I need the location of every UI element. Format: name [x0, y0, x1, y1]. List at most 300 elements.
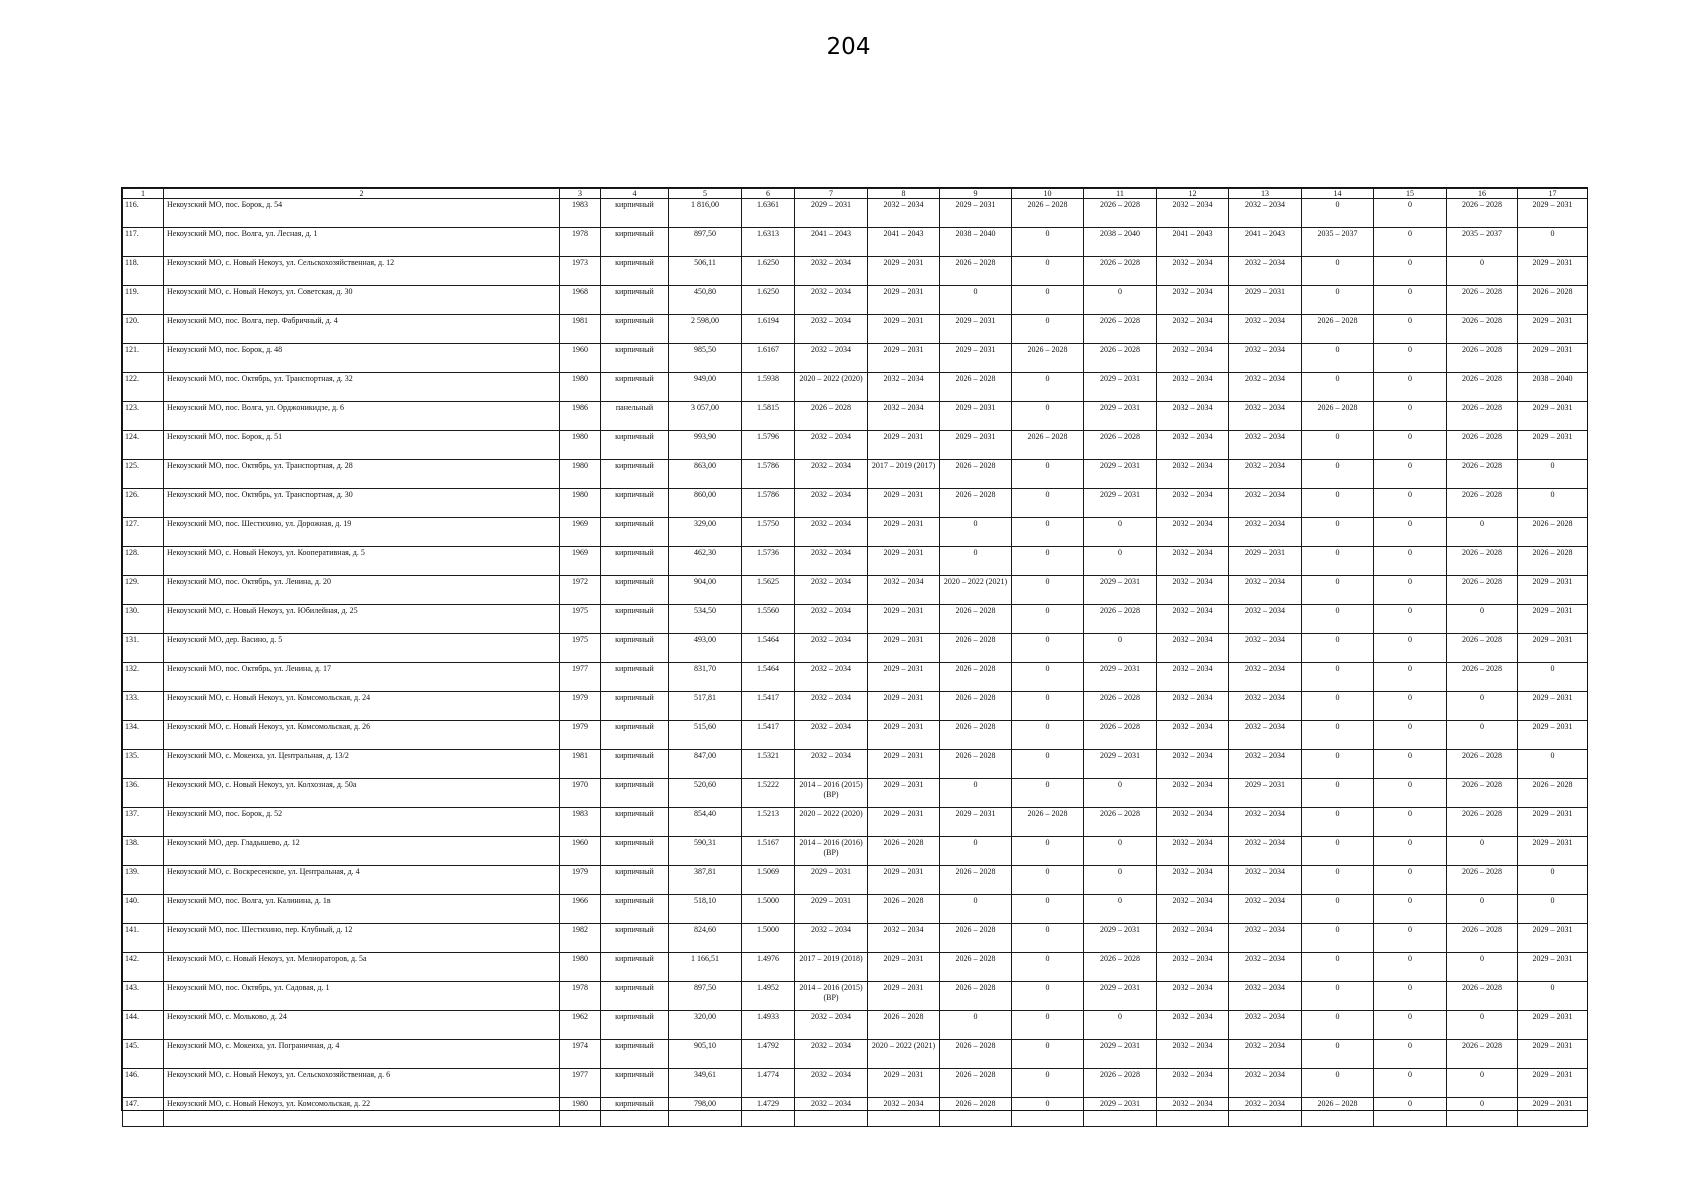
table-cell: 2026 – 2028: [1447, 344, 1518, 373]
table-cell: 2032 – 2034: [868, 1098, 940, 1127]
table-cell: 2026 – 2028: [940, 982, 1012, 1011]
table-cell: 2029 – 2031: [1518, 199, 1588, 228]
table-cell: 2026 – 2028: [1447, 924, 1518, 953]
table-cell: 2032 – 2034: [1229, 895, 1302, 924]
table-cell: 534,50: [669, 605, 742, 634]
table-cell: 2032 – 2034: [1157, 924, 1229, 953]
table-cell: 2032 – 2034: [1229, 1069, 1302, 1098]
header-row: [123, 189, 1588, 199]
table-row: [123, 315, 1588, 344]
table-cell: кирпичный: [601, 721, 669, 750]
table-cell: 2026 – 2028: [1447, 315, 1518, 344]
table-cell: 119.: [123, 286, 164, 315]
table-row: [123, 460, 1588, 489]
table-cell: 2032 – 2034: [868, 199, 940, 228]
table-cell: 2026 – 2028: [1447, 460, 1518, 489]
table-cell: 831,70: [669, 663, 742, 692]
table-cell: 1972: [560, 576, 601, 605]
table-cell: 2029 – 2031: [1518, 692, 1588, 721]
table-cell: 2029 – 2031: [1518, 1040, 1588, 1069]
table-cell: 0: [1374, 547, 1447, 576]
table-cell: 2026 – 2028: [1447, 286, 1518, 315]
table-cell: 0: [1447, 605, 1518, 634]
table-cell: 2032 – 2034: [795, 257, 868, 286]
table-cell: 1980: [560, 373, 601, 402]
table-cell: 2032 – 2034: [868, 373, 940, 402]
table-cell: 2026 – 2028: [1447, 199, 1518, 228]
table-cell: 2029 – 2031: [940, 315, 1012, 344]
column-header: 8: [868, 189, 940, 199]
table-cell: 2029 – 2031: [868, 808, 940, 837]
table-cell: Некоузский МО, пос. Борок, д. 54: [164, 199, 560, 228]
table-cell: 0: [1012, 982, 1084, 1011]
table-row: [123, 866, 1588, 895]
table-cell: кирпичный: [601, 1098, 669, 1127]
table-cell: 2029 – 2031: [868, 257, 940, 286]
table-cell: 0: [1012, 895, 1084, 924]
table-cell: 1980: [560, 460, 601, 489]
table-cell: 0: [1518, 895, 1588, 924]
table-cell: 2029 – 2031: [1084, 373, 1157, 402]
table-row: [123, 750, 1588, 779]
table-cell: 2029 – 2031: [868, 779, 940, 808]
table-cell: 2029 – 2031: [1518, 634, 1588, 663]
table-cell: 2029 – 2031: [940, 402, 1012, 431]
table-cell: кирпичный: [601, 257, 669, 286]
table-cell: 0: [1012, 257, 1084, 286]
table-cell: Некоузский МО, с. Воскресенское, ул. Центральная, д. 4: [164, 866, 560, 895]
table-cell: 0: [1012, 1069, 1084, 1098]
table-cell: 1960: [560, 344, 601, 373]
table-cell: 2032 – 2034: [1157, 692, 1229, 721]
table-cell: 2026 – 2028: [1447, 634, 1518, 663]
table-cell: кирпичный: [601, 373, 669, 402]
table-cell: 0: [1012, 1011, 1084, 1040]
table-cell: 0: [1012, 663, 1084, 692]
table-cell: кирпичный: [601, 779, 669, 808]
table-cell: Некоузский МО, с. Новый Некоуз, ул. Колхозная, д. 50а: [164, 779, 560, 808]
table-cell: 1966: [560, 895, 601, 924]
table-cell: 142.: [123, 953, 164, 982]
column-header: 1: [123, 189, 164, 199]
table-cell: 2032 – 2034: [1157, 721, 1229, 750]
table-cell: 1.6313: [742, 228, 795, 257]
column-header: 11: [1084, 189, 1157, 199]
table-cell: 2032 – 2034: [1229, 1040, 1302, 1069]
table-cell: 0: [1374, 982, 1447, 1011]
table-cell: 123.: [123, 402, 164, 431]
table-cell: 124.: [123, 431, 164, 460]
column-header: 3: [560, 189, 601, 199]
column-header: 7: [795, 189, 868, 199]
table-cell: 136.: [123, 779, 164, 808]
table-cell: 2032 – 2034: [1229, 837, 1302, 866]
table-cell: 993,90: [669, 431, 742, 460]
table-cell: 3 057,00: [669, 402, 742, 431]
table-cell: 0: [1374, 199, 1447, 228]
table-cell: 2038 – 2040: [940, 228, 1012, 257]
table-cell: 1.4729: [742, 1098, 795, 1127]
table-cell: 2032 – 2034: [1157, 953, 1229, 982]
table-cell: 1.6361: [742, 199, 795, 228]
table-cell: 2029 – 2031: [1084, 1040, 1157, 1069]
table-cell: 2032 – 2034: [1157, 1098, 1229, 1127]
table-cell: 0: [940, 779, 1012, 808]
table-cell: 1980: [560, 1098, 601, 1127]
table-cell: 0: [1302, 953, 1374, 982]
table-cell: 2026 – 2028: [1447, 431, 1518, 460]
table-row: [123, 1069, 1588, 1098]
table-cell: 2026 – 2028: [868, 1011, 940, 1040]
table-cell: 138.: [123, 837, 164, 866]
table-cell: кирпичный: [601, 605, 669, 634]
table-cell: 2032 – 2034: [1229, 518, 1302, 547]
table-cell: кирпичный: [601, 634, 669, 663]
table-cell: 2026 – 2028: [940, 489, 1012, 518]
table-cell: кирпичный: [601, 663, 669, 692]
table-cell: 1973: [560, 257, 601, 286]
table-cell: 2032 – 2034: [1157, 1040, 1229, 1069]
table-cell: 2029 – 2031: [1084, 924, 1157, 953]
table-cell: 1980: [560, 431, 601, 460]
table-cell: кирпичный: [601, 866, 669, 895]
table-cell: 0: [1374, 750, 1447, 779]
table-cell: 2026 – 2028: [940, 924, 1012, 953]
table-cell: 2026 – 2028: [940, 373, 1012, 402]
table-cell: 1 816,00: [669, 199, 742, 228]
table-cell: 2020 – 2022 (2021): [868, 1040, 940, 1069]
table-cell: 2029 – 2031: [940, 431, 1012, 460]
table-cell: 2032 – 2034: [1229, 866, 1302, 895]
table-cell: 122.: [123, 373, 164, 402]
table-cell: Некоузский МО, пос. Октябрь, ул. Ленина, д. 20: [164, 576, 560, 605]
table-cell: 2032 – 2034: [1229, 431, 1302, 460]
table-row: [123, 228, 1588, 257]
table-cell: 2032 – 2034: [1229, 257, 1302, 286]
table-cell: кирпичный: [601, 228, 669, 257]
table-cell: 2026 – 2028: [1084, 344, 1157, 373]
table-cell: 493,00: [669, 634, 742, 663]
table-cell: 2026 – 2028: [868, 837, 940, 866]
table-cell: 120.: [123, 315, 164, 344]
table-cell: 127.: [123, 518, 164, 547]
table-cell: 2014 – 2016 (2016) (ВР): [795, 837, 868, 866]
table-cell: 2032 – 2034: [1229, 1011, 1302, 1040]
table-cell: 2026 – 2028: [940, 663, 1012, 692]
table-cell: 0: [1374, 663, 1447, 692]
table-cell: 0: [1012, 692, 1084, 721]
table-cell: 0: [1302, 750, 1374, 779]
table-cell: 2026 – 2028: [1447, 489, 1518, 518]
table-cell: 2029 – 2031: [868, 721, 940, 750]
table-cell: 1975: [560, 605, 601, 634]
table-cell: 0: [1012, 866, 1084, 895]
table-cell: 2029 – 2031: [868, 431, 940, 460]
table-cell: 0: [1302, 518, 1374, 547]
table-cell: Некоузский МО, пос. Волга, ул. Орджоникидзе, д. 6: [164, 402, 560, 431]
table-cell: 1970: [560, 779, 601, 808]
table-cell: 1.4792: [742, 1040, 795, 1069]
table-cell: 1.4933: [742, 1011, 795, 1040]
table-cell: 1.5167: [742, 837, 795, 866]
table-cell: кирпичный: [601, 895, 669, 924]
table-cell: 2026 – 2028: [1084, 808, 1157, 837]
table-cell: кирпичный: [601, 1040, 669, 1069]
table-cell: Некоузский МО, пос. Борок, д. 51: [164, 431, 560, 460]
table-cell: 0: [1012, 779, 1084, 808]
table-cell: 2026 – 2028: [940, 866, 1012, 895]
table-cell: 0: [1518, 982, 1588, 1011]
table-cell: 2026 – 2028: [1302, 402, 1374, 431]
table-cell: 2032 – 2034: [1229, 1098, 1302, 1127]
table-cell: 2032 – 2034: [1157, 547, 1229, 576]
table-cell: 1.5464: [742, 663, 795, 692]
table-cell: 2032 – 2034: [1229, 489, 1302, 518]
table-cell: 133.: [123, 692, 164, 721]
table-cell: 0: [1302, 721, 1374, 750]
table-cell: 0: [1374, 924, 1447, 953]
table-cell: 2032 – 2034: [795, 1069, 868, 1098]
table-cell: 1.6250: [742, 257, 795, 286]
table-cell: 125.: [123, 460, 164, 489]
table-cell: 0: [1084, 547, 1157, 576]
table-cell: 2026 – 2028: [940, 1040, 1012, 1069]
table-cell: 0: [1012, 402, 1084, 431]
table-cell: 2026 – 2028: [1084, 953, 1157, 982]
table-cell: 2029 – 2031: [1229, 286, 1302, 315]
table-cell: Некоузский МО, пос. Октябрь, ул. Садовая, д. 1: [164, 982, 560, 1011]
table-cell: 0: [1302, 1040, 1374, 1069]
table-cell: 2041 – 2043: [868, 228, 940, 257]
table-cell: 0: [1302, 808, 1374, 837]
table-cell: 2032 – 2034: [795, 576, 868, 605]
table-cell: 0: [1374, 953, 1447, 982]
table-cell: 2032 – 2034: [1229, 982, 1302, 1011]
table-cell: 0: [1084, 837, 1157, 866]
table-cell: 1.5464: [742, 634, 795, 663]
table-cell: 985,50: [669, 344, 742, 373]
table-cell: 0: [1302, 547, 1374, 576]
table-cell: 0: [1302, 286, 1374, 315]
table-cell: 134.: [123, 721, 164, 750]
table-cell: 2032 – 2034: [795, 315, 868, 344]
table-cell: Некоузский МО, с. Новый Некоуз, ул. Сельскохозяйственная, д. 6: [164, 1069, 560, 1098]
table-cell: 1.5815: [742, 402, 795, 431]
table-row: [123, 1011, 1588, 1040]
table-row: [123, 1040, 1588, 1069]
table-row: [123, 808, 1588, 837]
table-row: [123, 634, 1588, 663]
table-cell: 0: [1012, 576, 1084, 605]
table-cell: 2026 – 2028: [940, 750, 1012, 779]
table-cell: 130.: [123, 605, 164, 634]
table-cell: 387,81: [669, 866, 742, 895]
table-cell: 2020 – 2022 (2020): [795, 808, 868, 837]
table-cell: 1.5625: [742, 576, 795, 605]
table-cell: 2032 – 2034: [1229, 576, 1302, 605]
table-row: [123, 402, 1588, 431]
table-cell: 863,00: [669, 460, 742, 489]
table-cell: 1978: [560, 228, 601, 257]
table-row: [123, 953, 1588, 982]
table-cell: Некоузский МО, пос. Волга, пер. Фабричный, д. 4: [164, 315, 560, 344]
table-cell: 0: [1518, 460, 1588, 489]
table-cell: 2029 – 2031: [1518, 576, 1588, 605]
table-cell: 2032 – 2034: [1157, 837, 1229, 866]
table-cell: 0: [1374, 315, 1447, 344]
table-cell: 824,60: [669, 924, 742, 953]
table-cell: 2032 – 2034: [1157, 373, 1229, 402]
table-row: [123, 257, 1588, 286]
table-cell: 2032 – 2034: [1157, 1069, 1229, 1098]
table-cell: 143.: [123, 982, 164, 1011]
table-cell: 1.5069: [742, 866, 795, 895]
table-cell: 2029 – 2031: [1518, 257, 1588, 286]
table-cell: 1.5560: [742, 605, 795, 634]
table-cell: 2026 – 2028: [1084, 257, 1157, 286]
table-cell: Некоузский МО, пос. Шестихино, пер. Клубный, д. 12: [164, 924, 560, 953]
table-cell: 2029 – 2031: [1229, 779, 1302, 808]
table-cell: 2029 – 2031: [1084, 1098, 1157, 1127]
table-cell: 0: [1374, 489, 1447, 518]
table-cell: 2026 – 2028: [1518, 779, 1588, 808]
table-cell: 2029 – 2031: [1518, 1098, 1588, 1127]
table-cell: 2032 – 2034: [795, 547, 868, 576]
table-cell: 2032 – 2034: [1157, 663, 1229, 692]
table-cell: 0: [1012, 750, 1084, 779]
table-cell: 2032 – 2034: [1229, 750, 1302, 779]
table-cell: 1962: [560, 1011, 601, 1040]
table-cell: 1.5786: [742, 460, 795, 489]
table-cell: 2029 – 2031: [1518, 315, 1588, 344]
table-cell: 0: [1447, 692, 1518, 721]
table-cell: 0: [940, 895, 1012, 924]
table-row: [123, 837, 1588, 866]
table-cell: Некоузский МО, пос. Борок, д. 48: [164, 344, 560, 373]
table-cell: кирпичный: [601, 808, 669, 837]
table-cell: кирпичный: [601, 199, 669, 228]
table-cell: 0: [1302, 924, 1374, 953]
table-cell: 1979: [560, 692, 601, 721]
table-cell: 0: [1302, 373, 1374, 402]
column-header: 13: [1229, 189, 1302, 199]
table-cell: 2029 – 2031: [1084, 460, 1157, 489]
table-cell: 2032 – 2034: [868, 402, 940, 431]
table-cell: кирпичный: [601, 750, 669, 779]
column-header: 16: [1447, 189, 1518, 199]
table-cell: 0: [1084, 779, 1157, 808]
table-cell: 2032 – 2034: [1157, 605, 1229, 634]
table-cell: 2038 – 2040: [1084, 228, 1157, 257]
table-cell: 2026 – 2028: [1447, 808, 1518, 837]
table-cell: 0: [940, 547, 1012, 576]
table-cell: 905,10: [669, 1040, 742, 1069]
table-cell: 116.: [123, 199, 164, 228]
table-cell: 0: [1374, 228, 1447, 257]
table-cell: 0: [1447, 721, 1518, 750]
table-cell: 2029 – 2031: [868, 605, 940, 634]
table-cell: 329,00: [669, 518, 742, 547]
table-row: [123, 489, 1588, 518]
table-cell: 2026 – 2028: [1447, 663, 1518, 692]
table-cell: 0: [1374, 1069, 1447, 1098]
table-cell: 2029 – 2031: [1518, 837, 1588, 866]
table-cell: 897,50: [669, 982, 742, 1011]
table-cell: 2026 – 2028: [1012, 431, 1084, 460]
table-cell: кирпичный: [601, 924, 669, 953]
table-cell: 2032 – 2034: [1157, 982, 1229, 1011]
table-cell: 0: [1012, 286, 1084, 315]
table-cell: 0: [940, 286, 1012, 315]
table-cell: 2029 – 2031: [1084, 750, 1157, 779]
table-cell: 2029 – 2031: [1518, 721, 1588, 750]
table-cell: 2029 – 2031: [795, 895, 868, 924]
table-cell: 0: [1518, 489, 1588, 518]
table-cell: 2032 – 2034: [1157, 344, 1229, 373]
table-cell: 2026 – 2028: [1447, 547, 1518, 576]
table-cell: 1978: [560, 982, 601, 1011]
table-cell: кирпичный: [601, 547, 669, 576]
table-cell: 0: [1302, 982, 1374, 1011]
table-cell: 2026 – 2028: [1447, 1040, 1518, 1069]
table-cell: 2026 – 2028: [940, 1098, 1012, 1127]
table-cell: 1979: [560, 866, 601, 895]
table-cell: 0: [1374, 373, 1447, 402]
table-cell: Некоузский МО, пос. Волга, ул. Лесная, д. 1: [164, 228, 560, 257]
table-cell: 0: [1084, 1011, 1157, 1040]
table-cell: 2026 – 2028: [795, 402, 868, 431]
table-cell: 897,50: [669, 228, 742, 257]
table-cell: 2032 – 2034: [795, 692, 868, 721]
table-row: [123, 982, 1588, 1011]
table-cell: кирпичный: [601, 344, 669, 373]
table-cell: 2032 – 2034: [795, 1040, 868, 1069]
table-cell: 0: [1374, 866, 1447, 895]
table-cell: 1977: [560, 663, 601, 692]
table-cell: 0: [1302, 866, 1374, 895]
table-cell: 0: [1447, 837, 1518, 866]
table-cell: Некоузский МО, пос. Октябрь, ул. Транспортная, д. 28: [164, 460, 560, 489]
table-cell: 0: [1012, 373, 1084, 402]
table-cell: кирпичный: [601, 1011, 669, 1040]
table-cell: 1 166,51: [669, 953, 742, 982]
table-cell: 0: [1084, 866, 1157, 895]
table-cell: 2020 – 2022 (2020): [795, 373, 868, 402]
table-cell: 2032 – 2034: [795, 518, 868, 547]
table-cell: 146.: [123, 1069, 164, 1098]
table-cell: 2026 – 2028: [1518, 286, 1588, 315]
table-cell: 0: [1374, 1011, 1447, 1040]
table-cell: 854,40: [669, 808, 742, 837]
table-row: [123, 286, 1588, 315]
table-cell: 1.5938: [742, 373, 795, 402]
table-cell: 2032 – 2034: [1229, 315, 1302, 344]
table-row: [123, 605, 1588, 634]
table-row: [123, 1098, 1588, 1127]
table-cell: 1.6250: [742, 286, 795, 315]
table-cell: 2029 – 2031: [1518, 1069, 1588, 1098]
table-cell: 0: [1374, 576, 1447, 605]
table-cell: Некоузский МО, с. Новый Некоуз, ул. Мелиораторов, д. 5а: [164, 953, 560, 982]
table-cell: 1982: [560, 924, 601, 953]
page-number: 204: [826, 34, 871, 60]
table-cell: 462,30: [669, 547, 742, 576]
table-cell: 2035 – 2037: [1302, 228, 1374, 257]
table-cell: 0: [1302, 257, 1374, 286]
table-cell: 1969: [560, 518, 601, 547]
table-cell: 2032 – 2034: [1157, 750, 1229, 779]
table-cell: 2032 – 2034: [1157, 402, 1229, 431]
